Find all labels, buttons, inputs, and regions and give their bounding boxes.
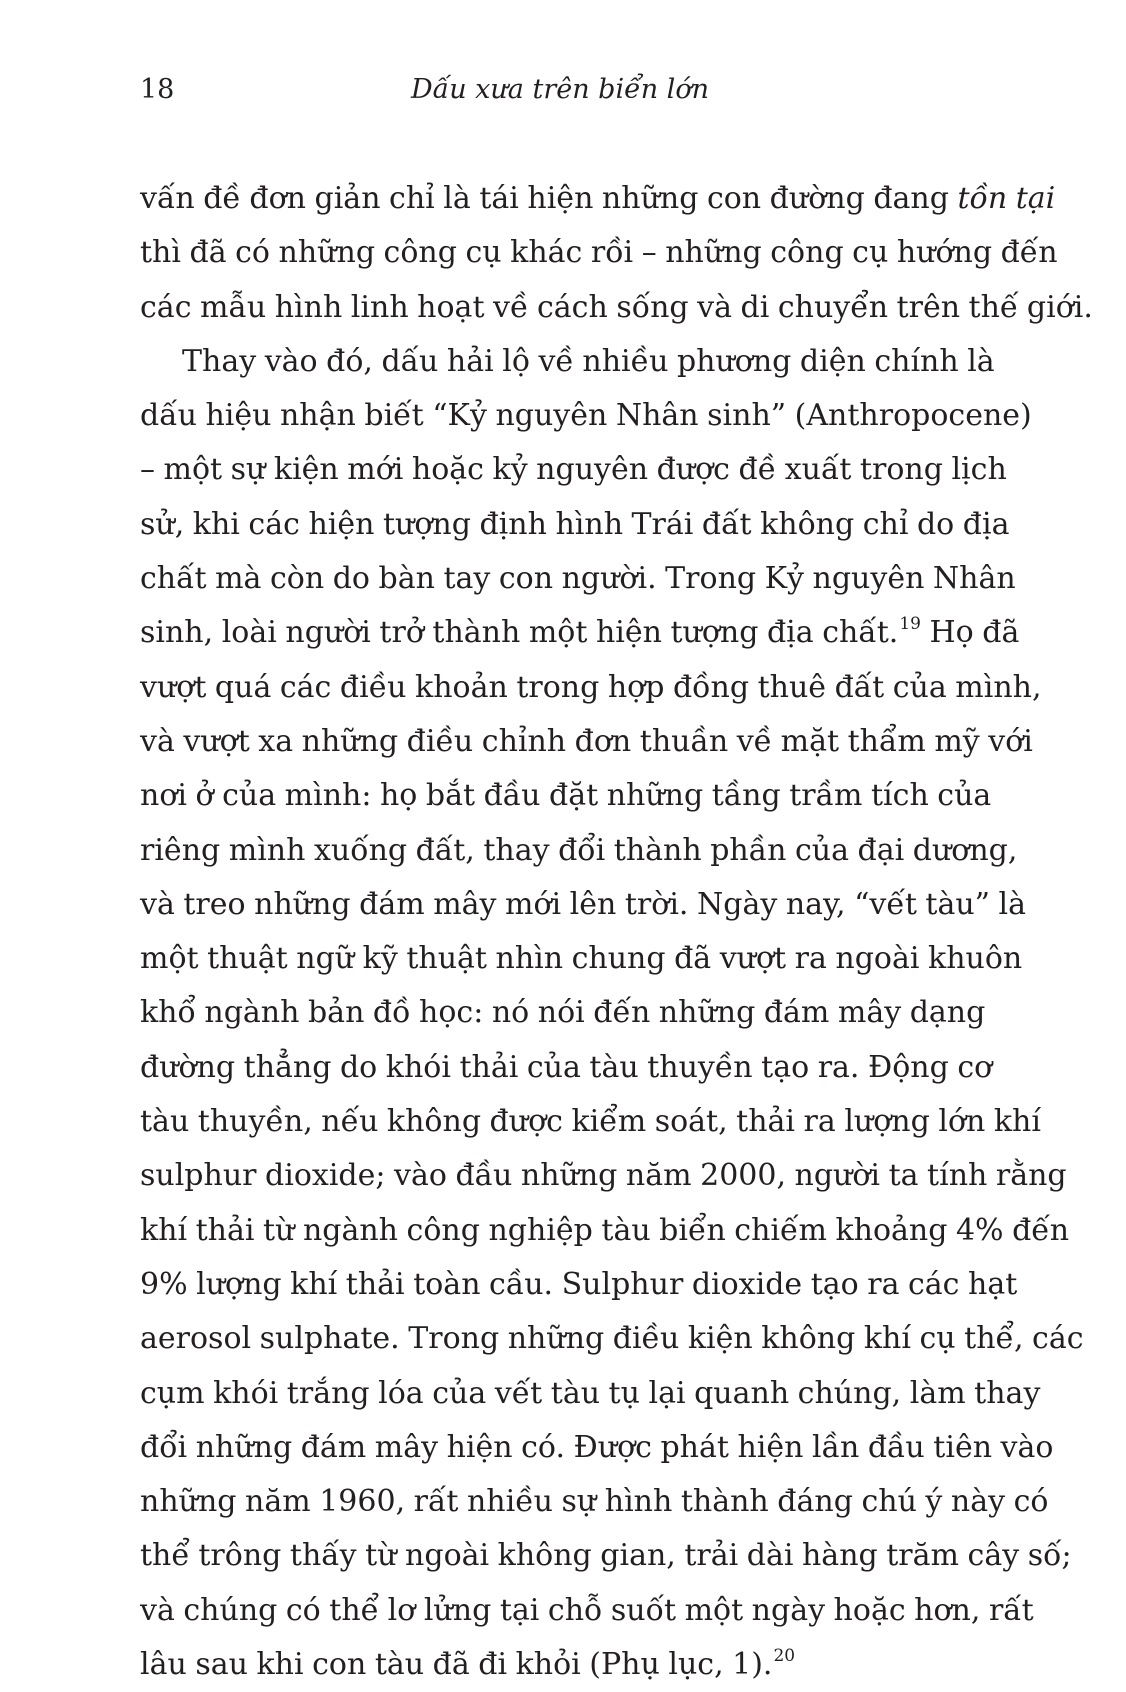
text-line: – một sự kiện mới hoặc kỷ nguyên được đề xuất trong lịch <box>140 452 1007 488</box>
text-line: sử, khi các hiện tượng định hình Trái đất không chỉ do địa <box>140 506 1010 542</box>
running-title: Dấu xưa trên biển lớn <box>411 74 709 105</box>
footnote-ref-20[interactable]: 20 <box>773 1646 796 1667</box>
text-line: sulphur dioxide; vào đầu những năm 2000, người ta tính rằng <box>140 1158 1067 1194</box>
text-line: vượt quá các điều khoản trong hợp đồng thuê đất của mình, <box>140 669 1042 705</box>
text-segment: lâu sau khi con tàu đã đi khỏi (Phụ lục, 1). <box>140 1647 773 1683</box>
text-line: cụm khói trắng lóa của vết tàu tụ lại quanh chúng, làm thay <box>140 1375 1041 1411</box>
text-line <box>140 1638 980 1692</box>
text-segment: Họ đã <box>920 615 1020 651</box>
text-line: một thuật ngữ kỹ thuật nhìn chung đã vượt ra ngoài khuôn <box>140 941 1023 977</box>
text-line: đổi những đám mây hiện có. Được phát hiện lần đầu tiên vào <box>140 1429 1054 1465</box>
text-segment: vấn đề đơn giản chỉ là tái hiện những con đường đang <box>140 181 958 216</box>
paragraph-2 <box>140 335 1084 1692</box>
text-line: riêng mình xuống đất, thay đổi thành phần của đại dương, <box>140 832 1018 868</box>
text-line: đường thẳng do khói thải của tàu thuyền tạo ra. Động cơ <box>140 1049 993 1085</box>
text-line: chất mà còn do bàn tay con người. Trong Kỷ nguyên Nhân <box>140 561 1016 597</box>
text-line: khí thải từ ngành công nghiệp tàu biển chiếm khoảng 4% đến <box>140 1212 1070 1248</box>
text-line: tàu thuyền, nếu không được kiểm soát, thải ra lượng lớn khí <box>140 1104 1041 1140</box>
text-line: thể trông thấy từ ngoài không gian, trải dài hàng trăm cây số; <box>140 1538 1072 1574</box>
text-line: và vượt xa những điều chỉnh đơn thuần về mặt thẩm mỹ với <box>140 723 1033 759</box>
text-line: aerosol sulphate. Trong những điều kiện không khí cụ thể, các <box>140 1321 1084 1357</box>
text-line: và chúng có thể lơ lửng tại chỗ suốt một ngày hoặc hơn, rất <box>140 1592 1034 1628</box>
text-line: dấu hiệu nhận biết “Kỷ nguyên Nhân sinh” (Anthropocene) <box>140 398 1032 434</box>
page-number: 18 <box>140 74 175 105</box>
paragraph-1 <box>140 172 1093 335</box>
text-line: và treo những đám mây mới lên trời. Ngày nay, “vết tàu” là <box>140 886 1027 922</box>
page-header <box>140 72 980 112</box>
text-line: những năm 1960, rất nhiều sự hình thành đáng chú ý này có <box>140 1484 1049 1520</box>
text-line: 9% lượng khí thải toàn cầu. Sulphur dioxide tạo ra các hạt <box>140 1266 1018 1302</box>
text-line: thì đã có những công cụ khác rồi – những công cụ hướng đến <box>140 235 1058 271</box>
text-line <box>140 606 1020 660</box>
text-line <box>140 172 1056 226</box>
emphasis-tồn-tại: tồn tại <box>957 181 1056 216</box>
text-line: khổ ngành bản đồ học: nó nói đến những đám mây dạng <box>140 995 986 1031</box>
text-line: các mẫu hình linh hoạt về cách sống và di chuyển trên thế giới. <box>140 289 1093 325</box>
body-text <box>140 172 1093 1692</box>
footnote-ref-19[interactable]: 19 <box>899 614 921 635</box>
text-line: Thay vào đó, dấu hải lộ về nhiều phương diện chính là <box>182 343 995 379</box>
text-line: nơi ở của mình: họ bắt đầu đặt những tầng trầm tích của <box>140 778 992 814</box>
text-segment: sinh, loài người trở thành một hiện tượng địa chất. <box>140 615 899 651</box>
